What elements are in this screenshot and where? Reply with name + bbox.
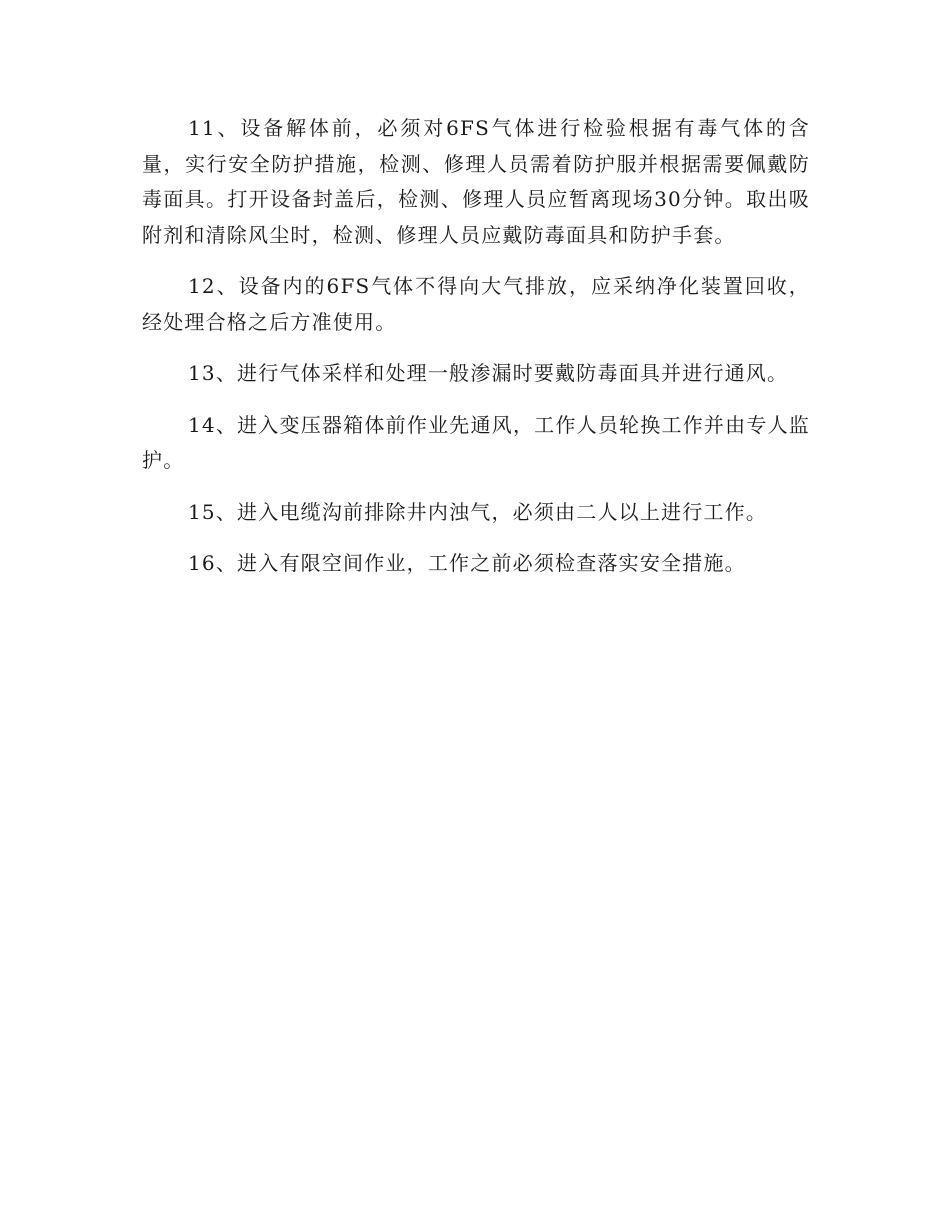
- document-body: [142, 111, 810, 598]
- paragraph-12: 12、设备内的6FS气体不得向大气排放，应采纳净化装置回收，经处理合格之后方准使用。: [142, 274, 810, 334]
- paragraph-11: 11、设备解体前，必须对6FS气体进行检验根据有毒气体的含量，实行安全防护措施，检测、修理人员需着防护服并根据需要佩戴防毒面具。打开设备封盖后，检测、修理人员应暂离现场30分钟。取出吸附剂和清除风尘时，检测、修理人员应戴防毒面具和防护手套。: [142, 116, 810, 247]
- paragraph-15: 15、进入电缆沟前排除井内浊气，必须由二人以上进行工作。: [188, 499, 768, 524]
- paragraph-14: 14、进入变压器箱体前作业先通风，工作人员轮换工作并由专人监护。: [142, 412, 810, 472]
- paragraph-16: 16、进入有限空间作业，工作之前必须检查落实安全措施。: [188, 551, 746, 575]
- paragraph-13: 13、进行气体采样和处理一般渗漏时要戴防毒面具并进行通风。: [188, 361, 789, 385]
